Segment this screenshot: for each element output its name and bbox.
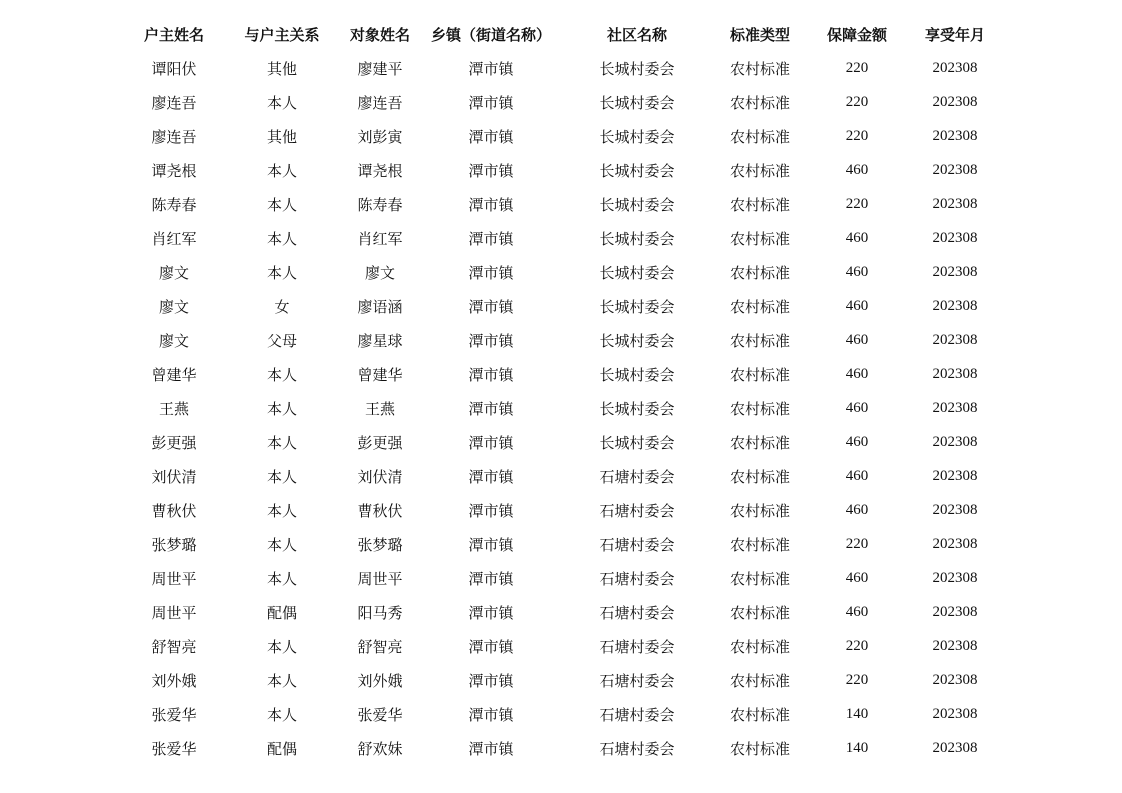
cell-standard-type: 农村标准 xyxy=(729,569,790,588)
cell-amount: 460 xyxy=(845,297,869,314)
cell-standard-type: 农村标准 xyxy=(729,671,790,690)
cell-community: 长城村委会 xyxy=(599,331,675,350)
cell-amount: 460 xyxy=(845,467,869,484)
cell-relation: 配偶 xyxy=(266,739,297,758)
cell-amount: 140 xyxy=(845,739,869,756)
cell-township: 潭市镇 xyxy=(468,399,514,418)
cell-head-name: 刘伏清 xyxy=(151,467,197,486)
cell-township: 潭市镇 xyxy=(468,603,514,622)
cell-township: 潭市镇 xyxy=(468,671,514,690)
cell-relation: 本人 xyxy=(266,671,297,690)
cell-period: 202308 xyxy=(932,535,978,552)
cell-community: 石塘村委会 xyxy=(599,569,675,588)
cell-township: 潭市镇 xyxy=(468,93,514,112)
cell-standard-type: 农村标准 xyxy=(729,535,790,554)
cell-relation: 女 xyxy=(274,297,290,316)
cell-recipient-name: 曾建华 xyxy=(357,365,403,384)
cell-relation: 本人 xyxy=(266,501,297,520)
cell-period: 202308 xyxy=(932,297,978,314)
cell-relation: 本人 xyxy=(266,263,297,282)
table-row xyxy=(124,663,1004,697)
cell-relation: 本人 xyxy=(266,535,297,554)
cell-township: 潭市镇 xyxy=(468,59,514,78)
cell-period: 202308 xyxy=(932,433,978,450)
cell-period: 202308 xyxy=(932,93,978,110)
cell-period: 202308 xyxy=(932,229,978,246)
cell-standard-type: 农村标准 xyxy=(729,161,790,180)
cell-standard-type: 农村标准 xyxy=(729,739,790,758)
cell-community: 长城村委会 xyxy=(599,433,675,452)
cell-township: 潭市镇 xyxy=(468,637,514,656)
cell-head-name: 彭更强 xyxy=(151,433,197,452)
cell-community: 石塘村委会 xyxy=(599,637,675,656)
cell-community: 长城村委会 xyxy=(599,297,675,316)
cell-relation: 其他 xyxy=(266,59,297,78)
cell-relation: 本人 xyxy=(266,569,297,588)
table-body xyxy=(124,51,1004,765)
table-row xyxy=(124,595,1004,629)
cell-head-name: 廖文 xyxy=(158,263,189,282)
cell-recipient-name: 刘伏清 xyxy=(357,467,403,486)
cell-period: 202308 xyxy=(932,569,978,586)
cell-township: 潭市镇 xyxy=(468,229,514,248)
cell-amount: 460 xyxy=(845,331,869,348)
cell-recipient-name: 彭更强 xyxy=(357,433,403,452)
column-header-amount: 保障金额 xyxy=(826,25,887,44)
cell-amount: 220 xyxy=(845,671,869,688)
cell-township: 潭市镇 xyxy=(468,297,514,316)
cell-township: 潭市镇 xyxy=(468,331,514,350)
cell-amount: 460 xyxy=(845,399,869,416)
table-row xyxy=(124,391,1004,425)
cell-relation: 其他 xyxy=(266,127,297,146)
column-header-standard-type: 标准类型 xyxy=(729,25,790,44)
cell-community: 长城村委会 xyxy=(599,399,675,418)
cell-relation: 本人 xyxy=(266,365,297,384)
cell-amount: 460 xyxy=(845,365,869,382)
cell-community: 石塘村委会 xyxy=(599,603,675,622)
table-row xyxy=(124,187,1004,221)
cell-standard-type: 农村标准 xyxy=(729,263,790,282)
cell-period: 202308 xyxy=(932,705,978,722)
cell-recipient-name: 廖连吾 xyxy=(357,93,403,112)
table-row xyxy=(124,255,1004,289)
cell-relation: 本人 xyxy=(266,705,297,724)
cell-relation: 本人 xyxy=(266,399,297,418)
cell-relation: 配偶 xyxy=(266,603,297,622)
cell-amount: 460 xyxy=(845,501,869,518)
cell-period: 202308 xyxy=(932,331,978,348)
cell-recipient-name: 廖文 xyxy=(364,263,395,282)
cell-period: 202308 xyxy=(932,671,978,688)
cell-standard-type: 农村标准 xyxy=(729,365,790,384)
cell-standard-type: 农村标准 xyxy=(729,705,790,724)
cell-period: 202308 xyxy=(932,637,978,654)
cell-amount: 460 xyxy=(845,569,869,586)
cell-township: 潭市镇 xyxy=(468,433,514,452)
cell-recipient-name: 陈寿春 xyxy=(357,195,403,214)
cell-recipient-name: 谭尧根 xyxy=(357,161,403,180)
cell-township: 潭市镇 xyxy=(468,195,514,214)
cell-community: 长城村委会 xyxy=(599,365,675,384)
cell-relation: 本人 xyxy=(266,467,297,486)
cell-recipient-name: 曹秋伏 xyxy=(357,501,403,520)
cell-head-name: 张爱华 xyxy=(151,739,197,758)
table-row xyxy=(124,153,1004,187)
cell-recipient-name: 舒智亮 xyxy=(357,637,403,656)
cell-relation: 本人 xyxy=(266,433,297,452)
cell-recipient-name: 廖建平 xyxy=(357,59,403,78)
cell-relation: 本人 xyxy=(266,637,297,656)
cell-period: 202308 xyxy=(932,467,978,484)
cell-township: 潭市镇 xyxy=(468,705,514,724)
column-header-relation: 与户主关系 xyxy=(244,25,320,44)
column-header-community: 社区名称 xyxy=(606,25,667,44)
table-row xyxy=(124,493,1004,527)
cell-community: 长城村委会 xyxy=(599,229,675,248)
table-row xyxy=(124,323,1004,357)
table-header-row xyxy=(124,17,1004,51)
cell-township: 潭市镇 xyxy=(468,535,514,554)
cell-head-name: 张梦璐 xyxy=(151,535,197,554)
cell-community: 长城村委会 xyxy=(599,93,675,112)
cell-amount: 460 xyxy=(845,161,869,178)
cell-standard-type: 农村标准 xyxy=(729,399,790,418)
cell-community: 长城村委会 xyxy=(599,263,675,282)
cell-recipient-name: 张梦璐 xyxy=(357,535,403,554)
cell-amount: 220 xyxy=(845,59,869,76)
cell-recipient-name: 廖语涵 xyxy=(357,297,403,316)
table-row xyxy=(124,731,1004,765)
column-header-township: 乡镇（街道名称） xyxy=(430,25,551,44)
cell-head-name: 曹秋伏 xyxy=(151,501,197,520)
cell-standard-type: 农村标准 xyxy=(729,433,790,452)
cell-period: 202308 xyxy=(932,59,978,76)
cell-community: 石塘村委会 xyxy=(599,467,675,486)
cell-head-name: 廖连吾 xyxy=(151,127,197,146)
cell-head-name: 曾建华 xyxy=(151,365,197,384)
cell-head-name: 刘外娥 xyxy=(151,671,197,690)
table-row xyxy=(124,561,1004,595)
cell-township: 潭市镇 xyxy=(468,365,514,384)
cell-amount: 460 xyxy=(845,263,869,280)
cell-community: 石塘村委会 xyxy=(599,501,675,520)
cell-relation: 本人 xyxy=(266,161,297,180)
cell-recipient-name: 王燕 xyxy=(364,399,395,418)
cell-relation: 父母 xyxy=(266,331,297,350)
column-header-recipient-name: 对象姓名 xyxy=(349,25,410,44)
cell-amount: 460 xyxy=(845,229,869,246)
cell-recipient-name: 阳马秀 xyxy=(357,603,403,622)
cell-head-name: 周世平 xyxy=(151,603,197,622)
cell-community: 石塘村委会 xyxy=(599,739,675,758)
cell-recipient-name: 张爱华 xyxy=(357,705,403,724)
cell-head-name: 王燕 xyxy=(158,399,189,418)
cell-community: 长城村委会 xyxy=(599,195,675,214)
table-row xyxy=(124,51,1004,85)
cell-head-name: 廖连吾 xyxy=(151,93,197,112)
table-row xyxy=(124,85,1004,119)
table-row xyxy=(124,357,1004,391)
column-header-period: 享受年月 xyxy=(924,25,985,44)
cell-amount: 220 xyxy=(845,535,869,552)
cell-township: 潭市镇 xyxy=(468,161,514,180)
cell-recipient-name: 舒欢妹 xyxy=(357,739,403,758)
cell-township: 潭市镇 xyxy=(468,739,514,758)
cell-relation: 本人 xyxy=(266,229,297,248)
table-row xyxy=(124,697,1004,731)
cell-standard-type: 农村标准 xyxy=(729,59,790,78)
cell-standard-type: 农村标准 xyxy=(729,331,790,350)
cell-standard-type: 农村标准 xyxy=(729,195,790,214)
cell-standard-type: 农村标准 xyxy=(729,603,790,622)
cell-township: 潭市镇 xyxy=(468,127,514,146)
cell-standard-type: 农村标准 xyxy=(729,467,790,486)
cell-standard-type: 农村标准 xyxy=(729,297,790,316)
table-row xyxy=(124,119,1004,153)
cell-relation: 本人 xyxy=(266,93,297,112)
column-header-head-name: 户主姓名 xyxy=(143,25,204,44)
cell-head-name: 肖红军 xyxy=(151,229,197,248)
cell-period: 202308 xyxy=(932,263,978,280)
cell-community: 长城村委会 xyxy=(599,127,675,146)
cell-amount: 220 xyxy=(845,637,869,654)
cell-period: 202308 xyxy=(932,739,978,756)
cell-head-name: 谭阳伏 xyxy=(151,59,197,78)
cell-township: 潭市镇 xyxy=(468,263,514,282)
cell-recipient-name: 刘彭寅 xyxy=(357,127,403,146)
cell-recipient-name: 肖红军 xyxy=(357,229,403,248)
table-row xyxy=(124,221,1004,255)
table-row xyxy=(124,527,1004,561)
cell-period: 202308 xyxy=(932,603,978,620)
table-row xyxy=(124,289,1004,323)
table-row xyxy=(124,629,1004,663)
cell-community: 石塘村委会 xyxy=(599,535,675,554)
cell-standard-type: 农村标准 xyxy=(729,229,790,248)
cell-head-name: 廖文 xyxy=(158,297,189,316)
cell-head-name: 周世平 xyxy=(151,569,197,588)
cell-community: 石塘村委会 xyxy=(599,671,675,690)
cell-head-name: 廖文 xyxy=(158,331,189,350)
table-row xyxy=(124,425,1004,459)
cell-amount: 460 xyxy=(845,433,869,450)
cell-period: 202308 xyxy=(932,365,978,382)
cell-standard-type: 农村标准 xyxy=(729,637,790,656)
cell-relation: 本人 xyxy=(266,195,297,214)
cell-community: 长城村委会 xyxy=(599,161,675,180)
cell-township: 潭市镇 xyxy=(468,501,514,520)
cell-township: 潭市镇 xyxy=(468,467,514,486)
cell-period: 202308 xyxy=(932,501,978,518)
cell-amount: 140 xyxy=(845,705,869,722)
cell-period: 202308 xyxy=(932,161,978,178)
cell-amount: 220 xyxy=(845,195,869,212)
cell-head-name: 张爱华 xyxy=(151,705,197,724)
cell-period: 202308 xyxy=(932,399,978,416)
cell-standard-type: 农村标准 xyxy=(729,127,790,146)
cell-standard-type: 农村标准 xyxy=(729,501,790,520)
document-page xyxy=(124,17,1004,765)
cell-amount: 220 xyxy=(845,127,869,144)
cell-township: 潭市镇 xyxy=(468,569,514,588)
cell-amount: 460 xyxy=(845,603,869,620)
cell-period: 202308 xyxy=(932,195,978,212)
cell-recipient-name: 刘外娥 xyxy=(357,671,403,690)
cell-recipient-name: 廖星球 xyxy=(357,331,403,350)
cell-head-name: 谭尧根 xyxy=(151,161,197,180)
cell-head-name: 陈寿春 xyxy=(151,195,197,214)
cell-amount: 220 xyxy=(845,93,869,110)
cell-community: 石塘村委会 xyxy=(599,705,675,724)
cell-head-name: 舒智亮 xyxy=(151,637,197,656)
cell-standard-type: 农村标准 xyxy=(729,93,790,112)
beneficiary-table xyxy=(124,17,1004,765)
table-row xyxy=(124,459,1004,493)
cell-recipient-name: 周世平 xyxy=(357,569,403,588)
cell-period: 202308 xyxy=(932,127,978,144)
cell-community: 长城村委会 xyxy=(599,59,675,78)
